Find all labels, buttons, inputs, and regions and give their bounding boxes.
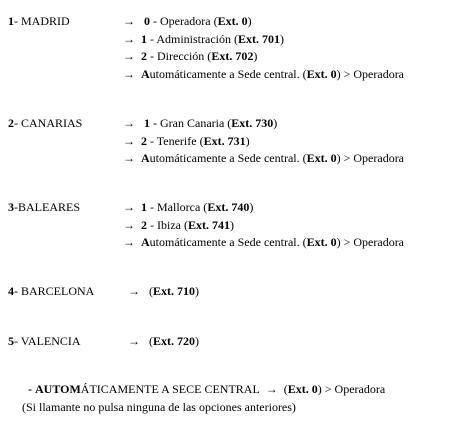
menu-option: → Automáticamente a Sede central. (Ext. 0) > Operadora — [123, 235, 405, 249]
arrow-icon: → — [123, 218, 135, 232]
arrow-icon: → — [123, 67, 135, 81]
menu-option: → 2 - Tenerife (Ext. 731) — [123, 134, 250, 148]
section-barcelona-label: 4- BARCELONA — [8, 284, 95, 298]
arrow-icon: → — [123, 134, 135, 148]
menu-option: → 1 - Mallorca (Ext. 740) — [123, 200, 254, 214]
arrow-icon: → — [128, 334, 140, 348]
section-baleares-label: 3-BALEARES — [8, 200, 80, 214]
menu-option: → 1 - Administración (Ext. 701) — [123, 32, 284, 46]
arrow-icon: → — [123, 32, 135, 46]
menu-option: → (Ext. 710) — [128, 284, 199, 298]
section-canarias-label: 2- CANARIAS — [8, 116, 83, 130]
arrow-icon: → — [123, 14, 135, 28]
menu-option: → Automáticamente a Sede central. (Ext. 0) > Operadora — [123, 67, 405, 81]
section-madrid-label: 1- MADRID — [8, 14, 70, 28]
arrow-icon: → — [123, 49, 135, 63]
menu-option: → 0 - Operadora (Ext. 0) — [123, 14, 252, 28]
menu-option: → 2 - Dirección (Ext. 702) — [123, 49, 258, 63]
arrow-icon: → — [123, 116, 135, 130]
arrow-icon: → — [123, 235, 135, 249]
menu-option: → Automáticamente a Sede central. (Ext. 0) > Operadora — [123, 151, 405, 165]
arrow-icon: → — [265, 382, 278, 396]
menu-option: → (Ext. 720) — [128, 334, 199, 348]
section-valencia-label: 5- VALENCIA — [8, 334, 81, 348]
default-route-line: - AUTOMÁTICAMENTE A SECE CENTRAL → (Ext. 0) > Operadora — [28, 382, 386, 396]
menu-option: → 2 - Ibiza (Ext. 741) — [123, 218, 234, 232]
menu-option: → 1 - Gran Canaria (Ext. 730) — [123, 116, 278, 130]
arrow-icon: → — [128, 284, 140, 298]
arrow-icon: → — [123, 151, 135, 165]
default-route-note: (Si llamante no pulsa ninguna de las opciones anteriores) — [22, 400, 296, 414]
arrow-icon: → — [123, 200, 135, 214]
